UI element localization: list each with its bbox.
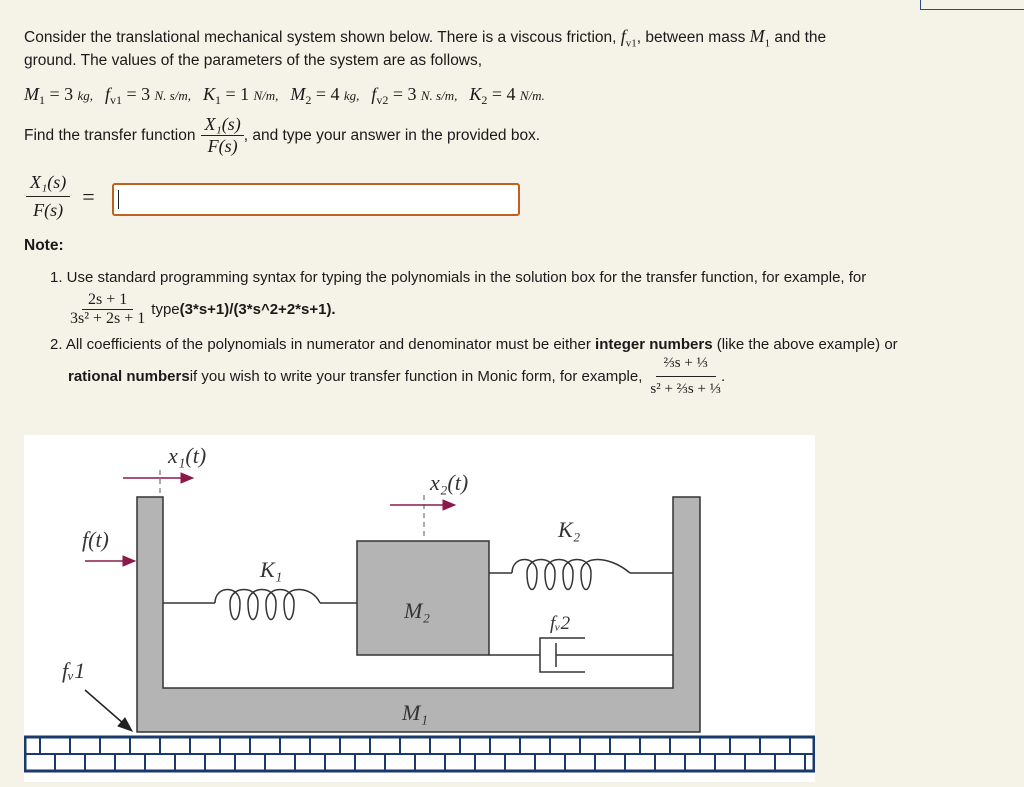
lhs-numerator: X₁(s) xyxy=(26,172,70,197)
example-code: (3*s+1)/(3*s^2+2*s+1). xyxy=(179,301,336,318)
example-numerator: 2s + 1 xyxy=(82,291,133,310)
find-suffix: , and type your answer in the provided box. xyxy=(243,126,541,144)
note-title: Note: xyxy=(24,237,64,254)
monic-fraction xyxy=(650,355,721,398)
monic-denominator: s² + ⅔s + ⅓ xyxy=(650,381,721,397)
label-fv1: fᵥ1 xyxy=(62,658,86,683)
force-arrow xyxy=(85,556,135,566)
x2-arrow xyxy=(390,495,455,541)
lhs-denominator: F(s) xyxy=(33,200,64,220)
label-x2: x₂(t) xyxy=(430,470,469,495)
label-k2: K₂ xyxy=(558,517,581,542)
intro-text: Consider the translational mechanical system shown below. There is a viscous friction, xyxy=(24,29,621,46)
note-item-2: 2. All coefficients of the polynomials in numerator and denominator must be either integer numbers (like the above example) or xyxy=(50,336,898,353)
note-text: if you wish to write your transfer function in Monic form, for example, xyxy=(189,368,643,385)
parameter-5: $K_2 = 4$ N/m. xyxy=(469,84,545,108)
type-label: type xyxy=(151,301,180,318)
lhs-fraction xyxy=(26,172,70,221)
label-m1: M₁ xyxy=(402,700,428,725)
ground xyxy=(25,737,814,771)
text-caret xyxy=(118,190,119,209)
fv1-pointer-arrow xyxy=(85,690,132,731)
top-right-frame xyxy=(920,0,1024,10)
equals-sign: = xyxy=(82,183,95,209)
note-item-1-example xyxy=(70,291,336,328)
label-force: f(t) xyxy=(82,527,109,552)
intro-line-1 xyxy=(24,26,826,50)
label-x1: x₁(t) xyxy=(168,443,207,468)
answer-lhs xyxy=(26,172,95,221)
note-item-1: 1. Use standard programming syntax for typing the polynomials in the solution box for the transfer function, for example, for xyxy=(50,269,867,286)
mechanical-system-diagram xyxy=(24,435,815,782)
example-denominator: 3s² + 2s + 1 xyxy=(70,310,146,327)
damper-fv2 xyxy=(489,638,673,672)
transfer-function-fraction xyxy=(201,114,243,157)
parameter-2: $K_1 = 1$ N/m, xyxy=(202,84,279,108)
spring-k1 xyxy=(163,590,357,620)
answer-input[interactable] xyxy=(112,183,520,216)
label-k1: K₁ xyxy=(260,557,283,582)
monic-numerator: ⅔s + ⅓ xyxy=(656,355,716,377)
intro-text: and the xyxy=(770,29,827,46)
spring-k2 xyxy=(489,560,673,590)
example-fraction xyxy=(70,291,145,328)
intro-line-2: ground. The values of the parameters of the system are as follows, xyxy=(24,52,483,69)
intro-text: , between mass xyxy=(636,29,750,46)
find-line xyxy=(24,114,540,157)
fraction-denominator: F(s) xyxy=(207,136,238,156)
parameter-list xyxy=(24,84,557,108)
fv1-symbol: $f_{v1}$ xyxy=(620,26,637,50)
parameter-1: $f_{v1} = 3$ N. s/m, xyxy=(105,84,191,108)
x1-arrow xyxy=(123,470,193,497)
period: . xyxy=(720,368,726,385)
note-item-2-cont xyxy=(68,355,725,398)
label-m2: M₂ xyxy=(404,598,430,623)
m1-symbol: $M_1$ xyxy=(749,26,771,50)
fraction-numerator: X₁(s) xyxy=(201,114,243,136)
find-prefix: Find the transfer function xyxy=(24,126,196,144)
bold-rational: rational numbers xyxy=(68,368,190,385)
parameter-4: $f_{v2} = 3$ N. s/m, xyxy=(371,84,458,108)
parameter-3: $M_2 = 4$ kg, xyxy=(290,84,360,108)
label-fv2: fᵥ2 xyxy=(550,613,571,634)
parameter-0: $M_1 = 3$ kg, xyxy=(24,84,93,108)
